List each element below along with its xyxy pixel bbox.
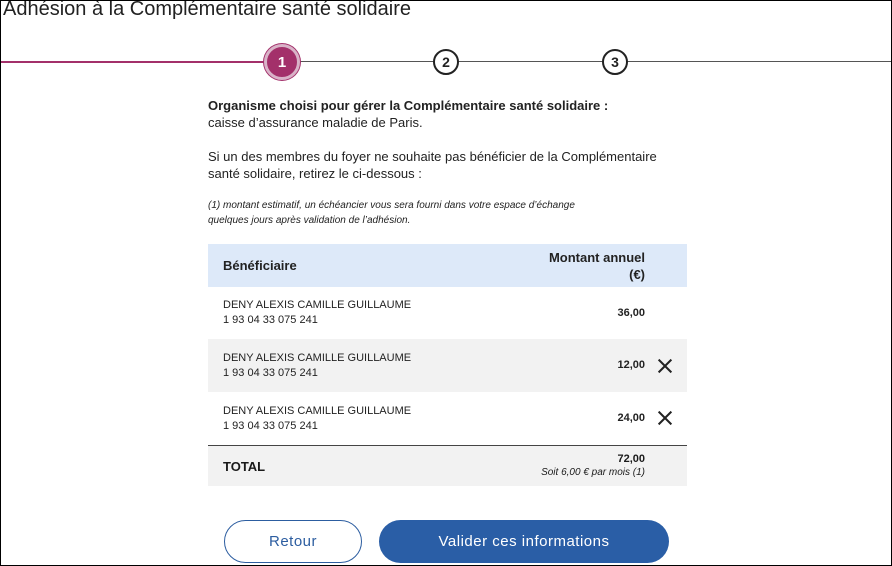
beneficiary-nir: 1 93 04 33 075 241 [223, 366, 318, 379]
total-row [208, 445, 687, 486]
step-2-indicator: 2 [433, 49, 459, 75]
page-title: Adhésion à la Complémentaire santé solidaire [3, 0, 412, 20]
table-row [208, 339, 687, 392]
total-amount: 72,00 [617, 453, 645, 465]
organism-name: caisse d’assurance maladie de Paris. [208, 115, 423, 130]
beneficiary-name: DENY ALEXIS CAMILLE GUILLAUME [223, 299, 412, 311]
stepper-remaining-line [299, 61, 891, 62]
beneficiary-name: DENY ALEXIS CAMILLE GUILLAUME [223, 351, 412, 364]
organism-heading: Organisme choisi pour gérer la Complémentaire santé solidaire : [208, 98, 609, 113]
beneficiaries-table [208, 244, 687, 486]
close-icon[interactable] [656, 357, 674, 375]
beneficiary-nir: 1 93 04 33 075 241 [223, 314, 318, 326]
beneficiary-amount: 24,00 [617, 412, 645, 424]
step-1-indicator: 1 [264, 44, 300, 80]
valider-button[interactable]: Valider ces informations [379, 520, 669, 563]
column-header-beneficiaire: Bénéficiaire [223, 258, 297, 273]
total-label: TOTAL [223, 458, 266, 474]
close-icon[interactable] [656, 409, 674, 427]
table-header [208, 244, 687, 287]
retour-button[interactable]: Retour [224, 520, 362, 563]
stepper-progress-line [1, 61, 265, 63]
column-header-montant: Montant annuel (€) [548, 249, 645, 282]
table-row [208, 392, 687, 445]
table-row [208, 287, 687, 339]
instruction-text: Si un des membres du foyer ne souhaite pas bénéficier de la Complémentaire santé solidaire, retirez le ci-dessous : [208, 149, 657, 181]
beneficiary-nir: 1 93 04 33 075 241 [223, 419, 318, 432]
total-monthly: Soit 6,00 € par mois (1) [541, 467, 645, 478]
estimate-note: (1) montant estimatif, un échéancier vous sera fourni dans votre espace d’échange quelques jours après validation de l’adhésion. [208, 200, 575, 226]
step-3-indicator: 3 [602, 49, 628, 75]
beneficiary-name: DENY ALEXIS CAMILLE GUILLAUME [223, 404, 412, 417]
beneficiary-amount: 36,00 [617, 306, 645, 319]
beneficiary-amount: 12,00 [617, 359, 645, 371]
intro-text [208, 97, 688, 182]
